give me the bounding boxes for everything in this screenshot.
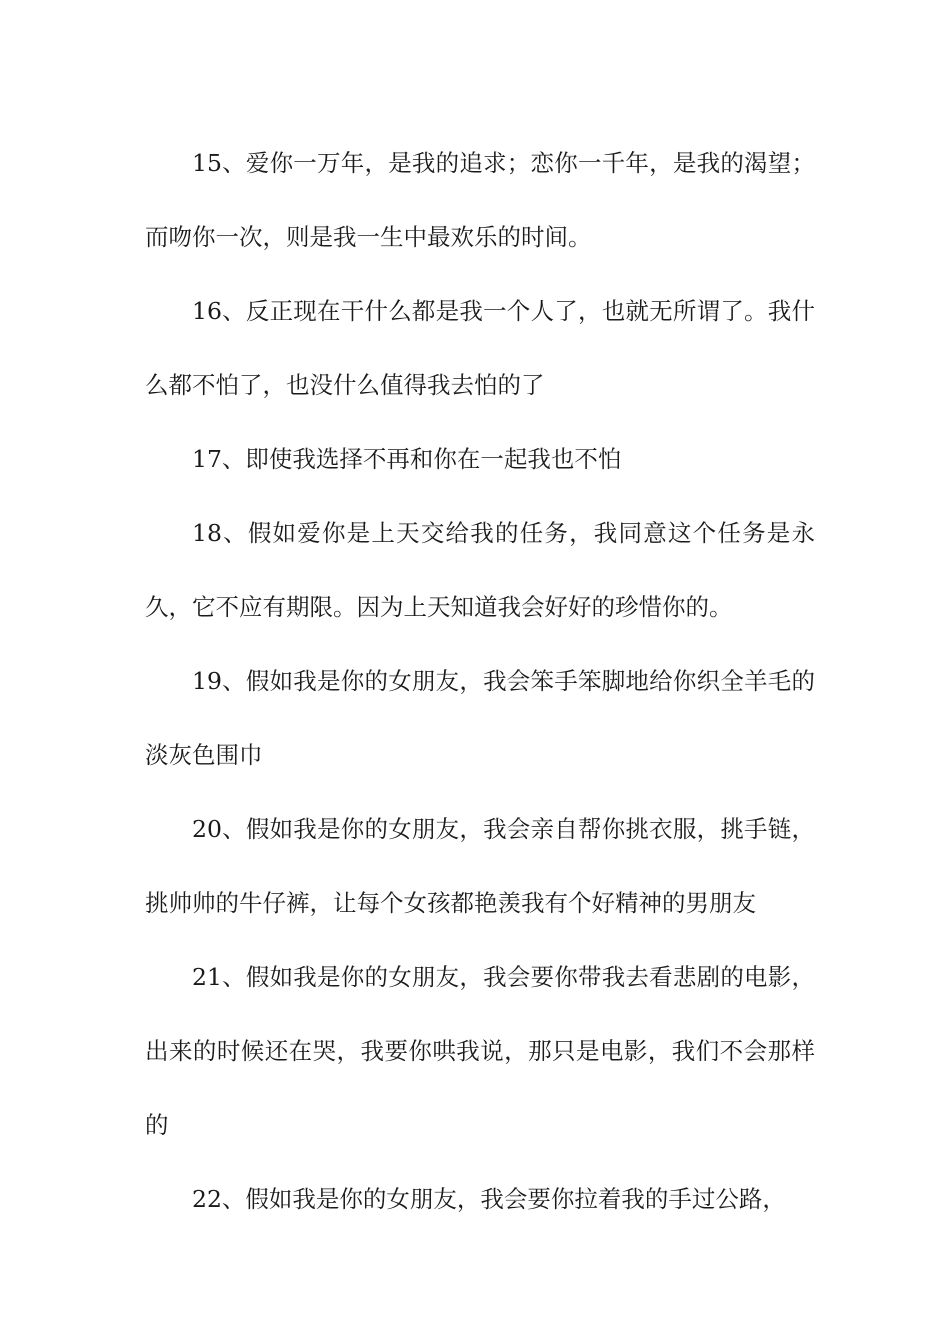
paragraph-18: 18、假如爱你是上天交给我的任务，我同意这个任务是永久，它不应有期限。因为上天知道我会好好的珍惜你的。: [145, 519, 815, 621]
paragraph-20: 20、假如我是你的女朋友，我会亲自帮你挑衣服，挑手链，挑帅帅的牛仔裤，让每个女孩都艳羡我有个好精神的男朋友: [145, 815, 815, 917]
document-body: [145, 126, 815, 1236]
paragraph-19: 19、假如我是你的女朋友，我会笨手笨脚地给你织全羊毛的淡灰色围巾: [145, 667, 815, 769]
paragraph-22: 22、假如我是你的女朋友，我会要你拉着我的手过公路，: [192, 1185, 786, 1213]
paragraph-17: 17、即使我选择不再和你在一起我也不怕: [192, 445, 622, 473]
paragraph-15: 15、爱你一万年，是我的追求；恋你一千年，是我的渴望；而吻你一次，则是我一生中最欢乐的时间。: [145, 149, 815, 251]
paragraph-21: 21、假如我是你的女朋友，我会要你带我去看悲剧的电影，出来的时候还在哭，我要你哄我说，那只是电影，我们不会那样的: [145, 963, 815, 1139]
paragraph-16: 16、反正现在干什么都是我一个人了，也就无所谓了。我什么都不怕了，也没什么值得我去怕的了: [145, 297, 815, 399]
